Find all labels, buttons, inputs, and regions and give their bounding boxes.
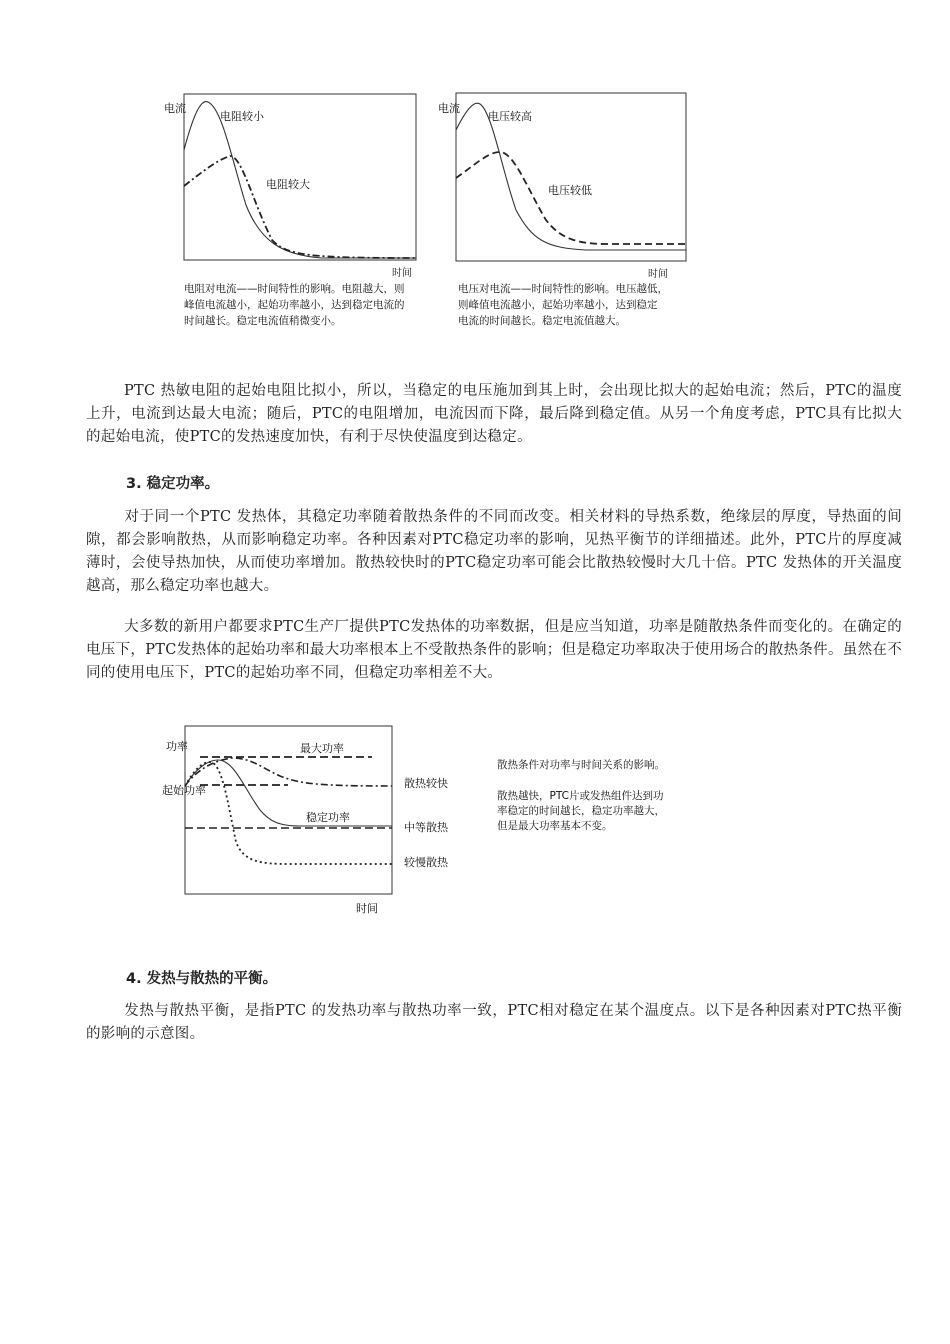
high-voltage-label: 电压较高 — [488, 110, 532, 123]
fast-dissipation-curve — [185, 758, 392, 786]
low-voltage-label: 电压较低 — [548, 184, 592, 197]
high-resistance-curve — [184, 156, 416, 258]
y-axis-label: 功率 — [166, 740, 188, 753]
paragraph-heat-balance — [86, 1000, 902, 1046]
slow-dissipation-label: 较慢散热 — [404, 856, 448, 869]
high-voltage-curve — [456, 103, 686, 250]
caption-line: 峰值电流越小，起始功率越小，达到稳定电流的 — [184, 299, 405, 311]
paragraph-text: 对于同一个PTC 发热体，其稳定功率随着散热条件的不同而改变。相关材料的导热系数，绝缘层的厚度，导热面的间隙，都会影响散热，从而影响稳定功率。各种因素对PTC稳定功率的影响，见热平衡节的详细描述。此外，PTC片的厚度减薄时，会使导热加快，从而使功率增加。散热较快时的PTC稳定功率可能会比散热较慢时大几十倍。PTC 发热体的开关温度越高，那么稳定功率也越大。 — [86, 509, 902, 594]
low-voltage-curve — [456, 152, 686, 244]
x-axis-label: 时间 — [648, 269, 668, 280]
caption-line: 则峰值电流越小，起始功率越小，达到稳定 — [458, 299, 658, 311]
paragraph-power-data — [86, 616, 902, 685]
paragraph-stable-power — [86, 506, 902, 598]
low-resistance-label: 电阻较小 — [220, 110, 264, 123]
voltage-figure-caption — [458, 281, 698, 329]
high-resistance-label: 电阻较大 — [266, 178, 310, 191]
resistance-figure-caption — [184, 281, 444, 329]
power-figure-note — [497, 758, 717, 834]
chart-frame — [184, 94, 416, 260]
note-line: 率稳定的时间越长，稳定功率越大， — [497, 805, 665, 817]
x-axis-label: 时间 — [356, 902, 378, 915]
stable-power-label: 稳定功率 — [306, 811, 350, 824]
section-heading-heat-balance: 4. 发热与散热的平衡。 — [126, 971, 278, 987]
caption-line: 电流的时间越长。稳定电流值越大。 — [458, 315, 626, 327]
power-time-figure — [160, 724, 470, 920]
max-power-label: 最大功率 — [300, 742, 344, 755]
paragraph-text: 大多数的新用户都要求PTC生产厂提供PTC发热体的功率数据，但是应当知道，功率是随散热条件而变化的。在确定的电压下，PTC发热体的起始功率和最大功率根本上不受散热条件的影响；但是稳定功率取决于使用场合的散热条件。虽然在不同的使用电压下，PTC的起始功率不同，但稳定功率相差不大。 — [86, 619, 902, 681]
caption-line: 电压对电流——时间特性的影响。电压越低， — [458, 283, 668, 295]
fast-dissipation-label: 散热较快 — [404, 777, 448, 790]
section-heading-stable-power: 3. 稳定功率。 — [126, 476, 220, 492]
stable-power-curve — [185, 760, 392, 826]
slow-dissipation-curve — [185, 762, 392, 864]
medium-dissipation-label: 中等散热 — [404, 821, 448, 834]
note-line: 散热越快，PTC片或发热组件达到功 — [497, 790, 664, 802]
chart-frame — [185, 726, 392, 894]
note-title: 散热条件对功率与时间关系的影响。 — [497, 759, 665, 771]
x-axis-label: 时间 — [392, 268, 412, 279]
caption-line: 时间越长。稳定电流值稍微变小。 — [184, 315, 342, 327]
note-line: 但是最大功率基本不变。 — [497, 820, 613, 832]
y-axis-label-top: 电流 — [438, 102, 460, 115]
y-axis-label-top: 电流 — [164, 102, 186, 115]
paragraph-text: 发热与散热平衡，是指PTC 的发热功率与散热功率一致，PTC相对稳定在某个温度点。以下是各种因素对PTC热平衡的影响的示意图。 — [86, 1003, 902, 1042]
caption-line: 电阻对电流——时间特性的影响。电阻越大，则 — [184, 283, 405, 295]
start-power-label: 起始功率 — [162, 784, 206, 797]
paragraph-inrush-current — [86, 380, 902, 449]
paragraph-text: PTC 热敏电阻的起始电阻比拟小，所以，当稳定的电压施加到其上时，会出现比拟大的起始电流；然后，PTC的温度上升，电流到达最大电流；随后，PTC的电阻增加，电流因而下降，最后降到稳定值。从另一个角度考虑，PTC具有比拟大的起始电流，使PTC的发热速度加快，有利于尽快使温度到达稳定。 — [86, 383, 902, 445]
